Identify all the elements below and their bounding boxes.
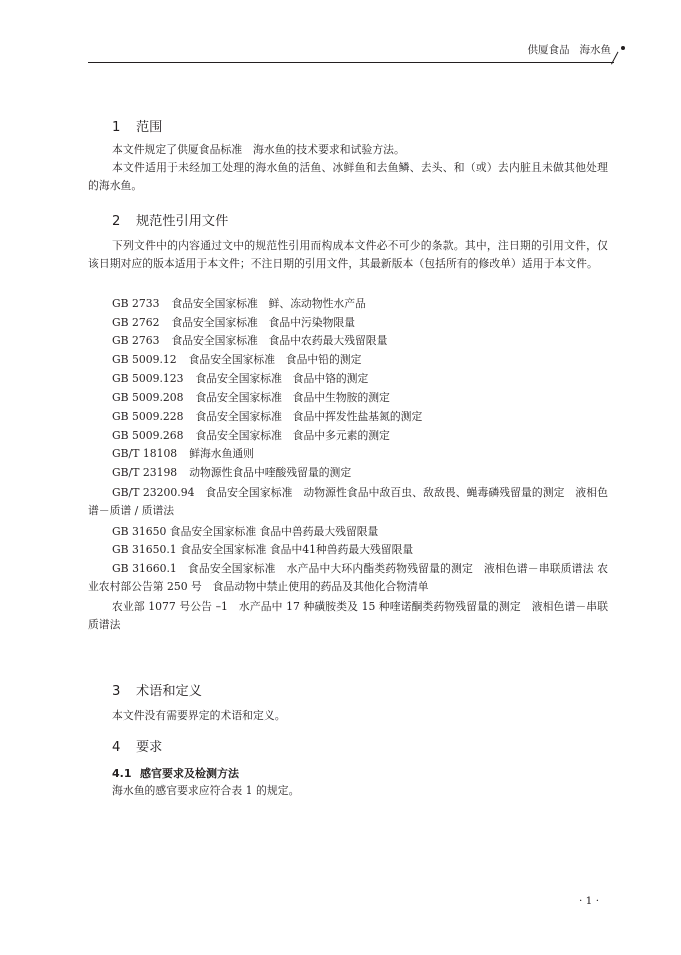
reference-item <box>112 427 390 445</box>
reference-item <box>112 314 355 332</box>
subsection-4-1-heading <box>112 765 239 781</box>
reference-title: 食品安全国家标准 食品中挥发性盐基氮的测定 <box>195 410 423 423</box>
section-title: 规范性引用文件 <box>136 214 229 229</box>
reference-item <box>112 370 368 388</box>
section-2-heading <box>112 210 228 229</box>
reference-item <box>112 464 351 482</box>
section-number: 1 <box>112 120 121 135</box>
section-3-heading <box>112 680 202 699</box>
header-rule <box>88 62 614 63</box>
section-number: 2 <box>112 214 121 229</box>
reference-item <box>112 389 390 407</box>
reference-code: GB/T 18108 <box>112 447 178 460</box>
references-intro: 下列文件中的内容通过文中的规范性引用而构成本文件必不可少的条款。其中，注日期的引用文件，仅该日期对应的版本适用于本文件；不注日期的引用文件，其最新版本（包括所有的修改单）适用于本文件。 <box>88 239 608 271</box>
section-number: 3 <box>112 684 121 699</box>
reference-title: 鲜海水鱼通则 <box>189 447 254 460</box>
section-title: 范围 <box>136 120 163 135</box>
page-number: · 1 · <box>579 895 600 907</box>
reference-code: GB 2762 <box>112 316 160 329</box>
subsection-title: 感官要求及检测方法 <box>140 767 239 780</box>
reference-code: GB 2763 <box>112 334 160 347</box>
reference-title: 食品安全国家标准 食品中农药最大残留限量 <box>171 334 388 347</box>
scope-paragraph-2: 本文件适用于未经加工处理的海水鱼的活鱼、冰鲜鱼和去鱼鳞、去头、和（或）去内脏且未做其他处理的海水鱼。 <box>88 161 608 193</box>
section-title: 要求 <box>136 740 163 755</box>
reference-title: 食品安全国家标准 食品中生物胺的测定 <box>195 391 390 404</box>
reference-code: GB 5009.12 <box>112 353 177 366</box>
subsection-number: 4.1 <box>112 767 132 780</box>
section-number: 4 <box>112 740 121 755</box>
header-title <box>528 42 612 57</box>
reference-item: GB 31650 食品安全国家标准 食品中兽药最大残留限量 <box>112 525 379 538</box>
reference-title: 食品安全国家标准 食品中污染物限量 <box>171 316 356 329</box>
reference-item <box>112 332 387 350</box>
reference-title: 食品安全国家标准 食品中多元素的测定 <box>195 429 390 442</box>
scope-paragraph-1: 本文件规定了供厦食品标准 海水鱼的技术要求和试验方法。 <box>112 143 405 156</box>
header-dot-ornament <box>621 46 625 50</box>
reference-code: GB 5009.228 <box>112 410 184 423</box>
reference-item-wrapped: 农业部 1077 号公告 –1 水产品中 17 种磺胺类及 15 种喹诺酮类药物残留量的测定 液相色谱－串联质谱法 <box>88 600 608 632</box>
reference-title: 食品安全国家标准 食品中铅的测定 <box>188 353 362 366</box>
reference-title: 食品安全国家标准 食品中铬的测定 <box>195 372 369 385</box>
reference-item <box>112 408 422 426</box>
section-title: 术语和定义 <box>136 684 202 699</box>
reference-item-wrapped: GB 31660.1 食品安全国家标准 水产品中大环内酯类药物残留量的测定 液相色谱－串联质谱法 农业农村部公告第 250 号 食品动物中禁止使用的药品及其他化合物清单 <box>88 562 608 594</box>
reference-item <box>112 351 361 369</box>
reference-item-wrapped: GB/T 23200.94 食品安全国家标准 动物源性食品中敌百虫、敌敌畏、蝇毒磷残留量的测定 液相色谱－质谱 / 质谱法 <box>88 486 608 518</box>
reference-item: GB 31650.1 食品安全国家标准 食品中41种兽药最大残留限量 <box>112 543 414 556</box>
reference-code: GB 5009.268 <box>112 429 184 442</box>
header-slash-ornament <box>611 52 618 65</box>
running-header <box>88 40 625 66</box>
reference-code: GB 2733 <box>112 297 160 310</box>
reference-code: GB/T 23198 <box>112 466 178 479</box>
section-1-heading <box>112 116 162 135</box>
section-4-heading <box>112 736 162 755</box>
sensory-requirement-paragraph: 海水鱼的感官要求应符合表 1 的规定。 <box>112 784 300 797</box>
reference-item <box>112 295 366 313</box>
terms-paragraph: 本文件没有需要界定的术语和定义。 <box>112 709 286 722</box>
reference-code: GB 5009.208 <box>112 391 184 404</box>
reference-code: GB 5009.123 <box>112 372 184 385</box>
reference-item <box>112 445 254 463</box>
header-product: 海水鱼 <box>579 44 611 56</box>
reference-title: 食品安全国家标准 鲜、冻动物性水产品 <box>171 297 366 310</box>
header-category: 供厦食品 <box>527 44 570 56</box>
reference-title: 动物源性食品中喹酸残留量的测定 <box>189 466 352 479</box>
